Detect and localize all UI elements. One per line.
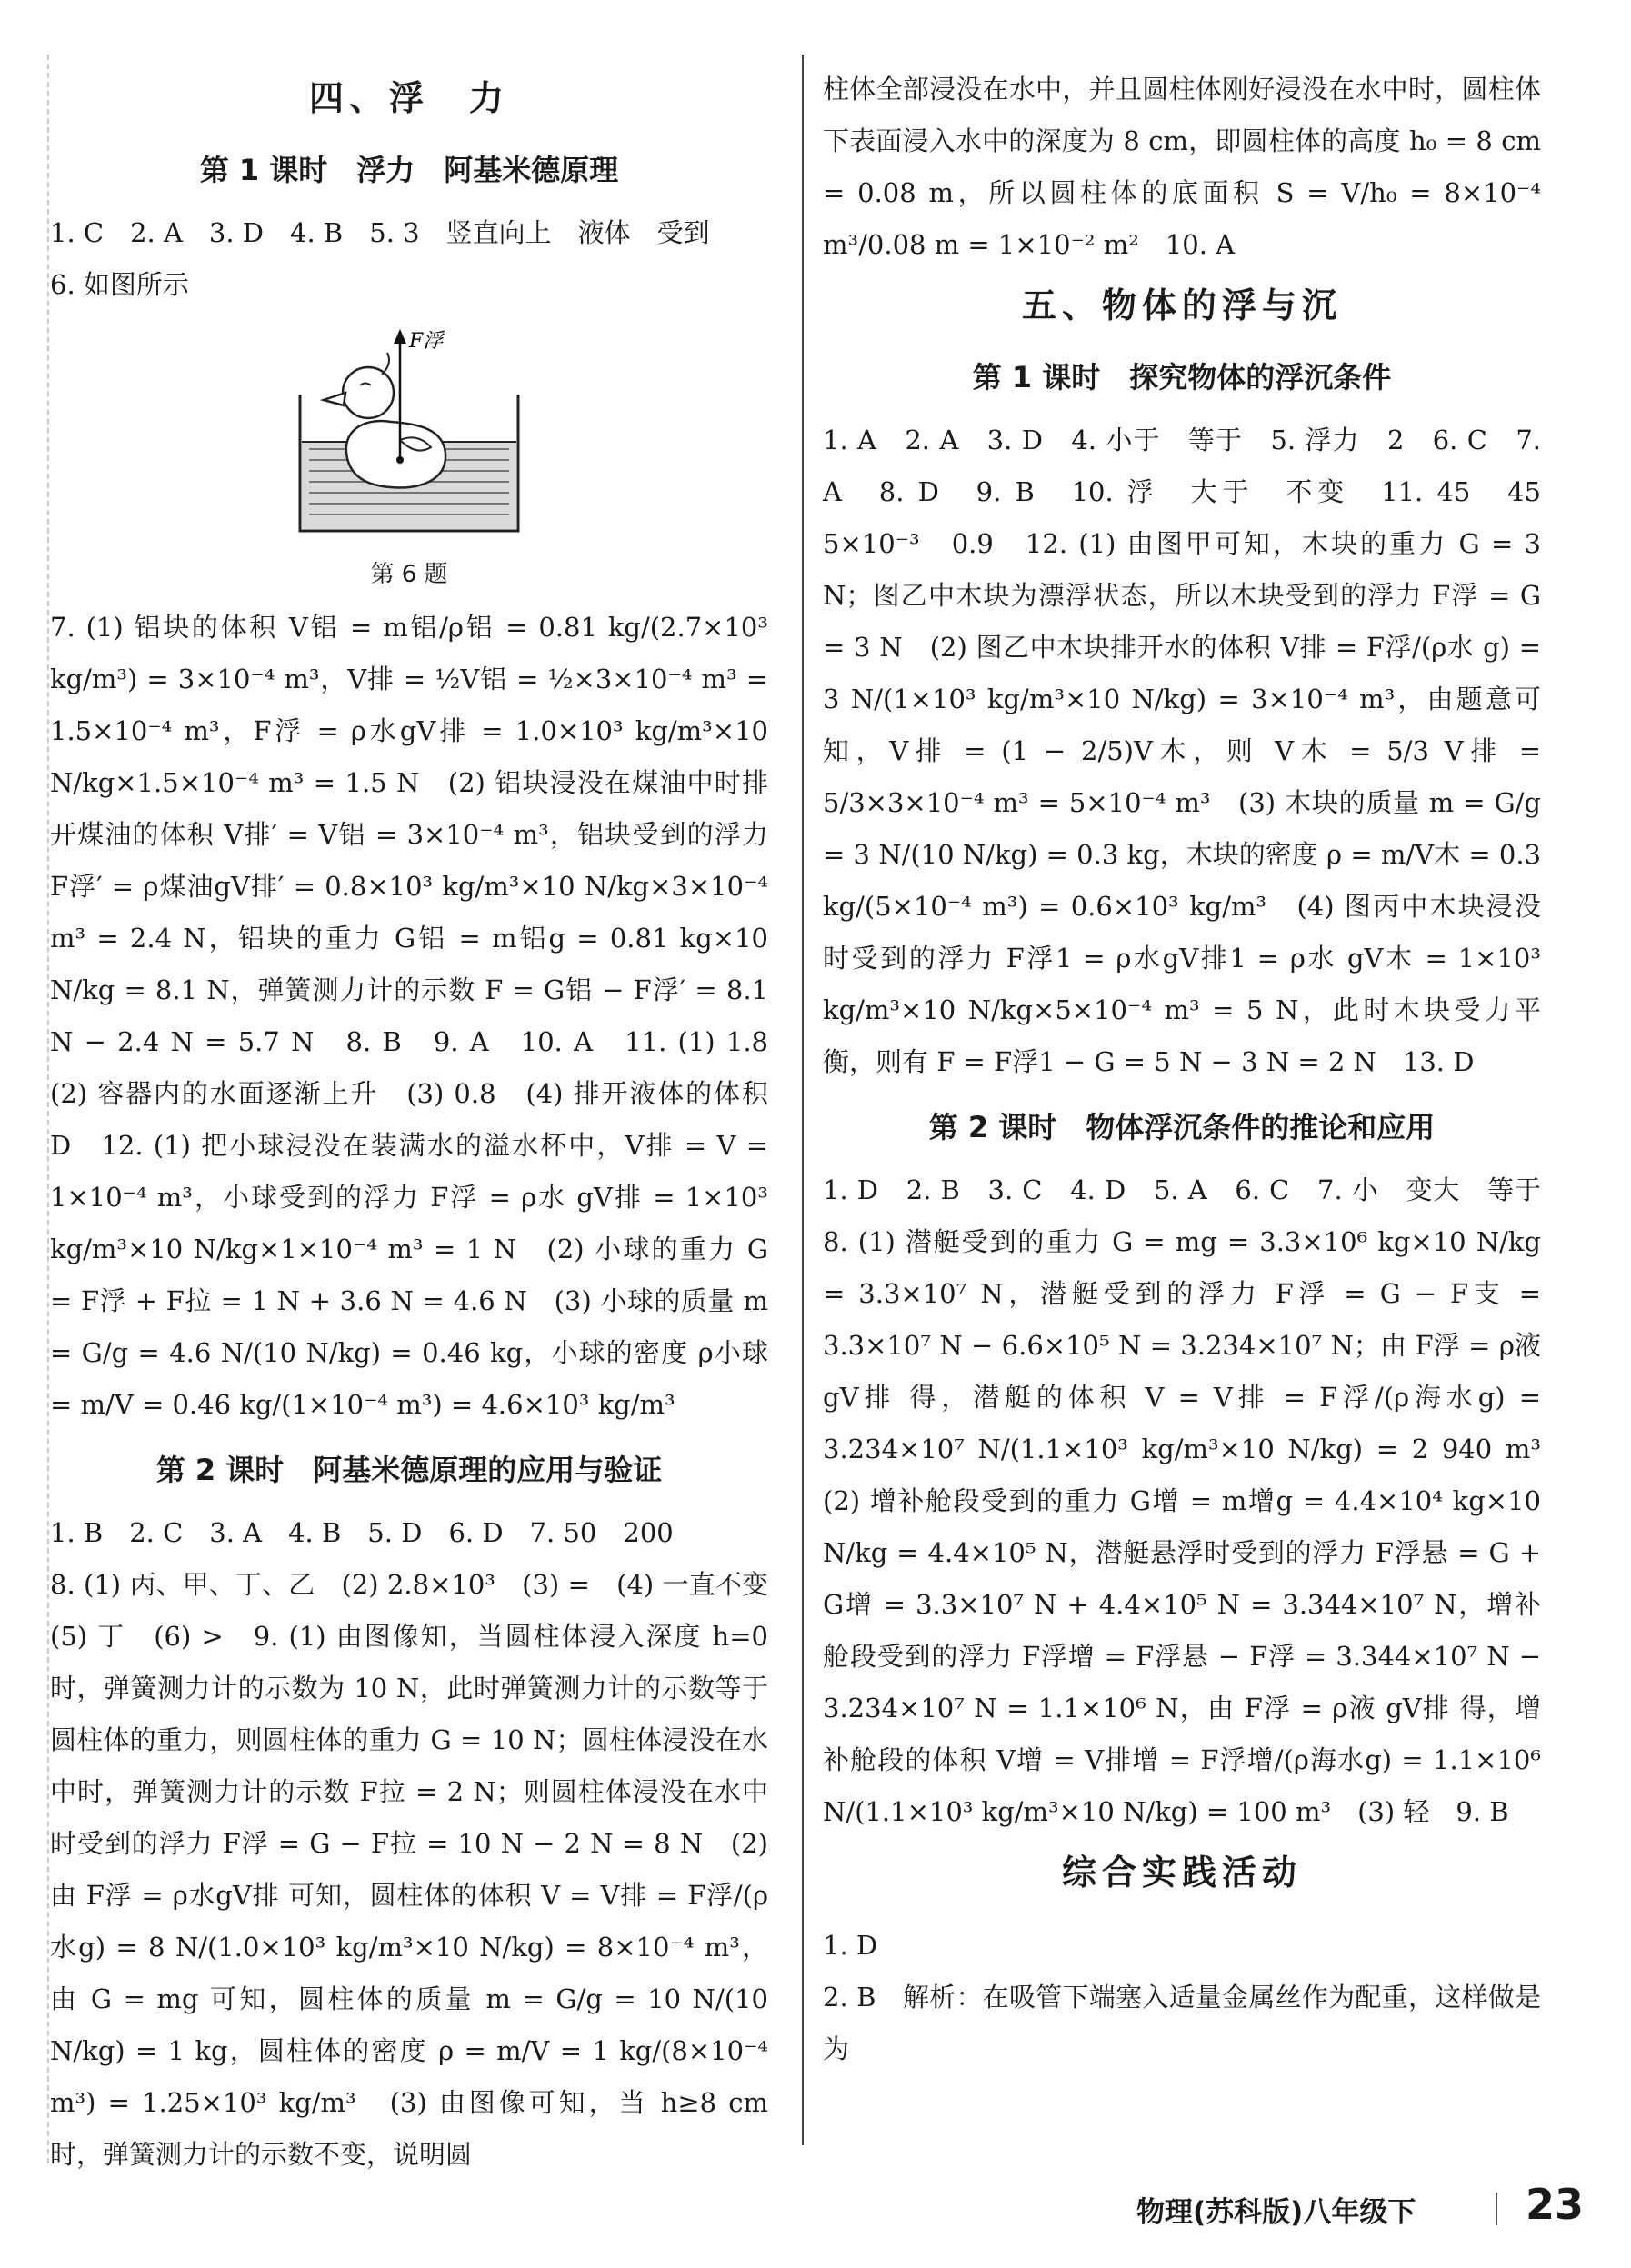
section-title-practice: 综合实践活动 (1061, 1853, 1302, 1893)
lesson-1-answers-7-12: 7. (1) 铝块的体积 V铝 = m铝/ρ铝 = 0.81 kg/(2.7×10³ kg/m³) = 3×10⁻⁴ m³，V排 = ½V铝 = ½×3×10⁻⁴ m³ = 1.5×10⁻⁴ m³，F浮 = ρ水gV排 = 1.0×10³ kg/m³×10 N/kg×1.5×10⁻⁴ m³ = 1.5 N (2) 铝块浸没在煤油中时排开煤油的体积 V排′ = V铝 = 3×10⁻⁴ m³，铝块受到的浮力 F浮′ = ρ煤油gV排′ = 0.8×10³ kg/m³×10 N/kg×3×10⁻⁴ m³ = 2.4 N，铝块的重力 G铝 = m铝g = 0.81 kg×10 N/kg = 8.1 N，弹簧测力计的示数 F = G铝 − F浮′ = 8.1 N − 2.4 N = 5.7 N 8. B 9. A 10. A 11. (1) 1.8 (2) 容器内的水面逐渐上升 (3) 0.8 (4) 排开液体的体积 D 12. (1) 把小球浸没在装满水的溢水杯中，V排 = V = 1×10⁻⁴ m³，小球受到的浮力 F浮 = ρ水 gV排 = 1×10³ kg/m³×10 N/kg×1×10⁻⁴ m³ = 1 N (2) 小球的重力 G = F浮 + F拉 = 1 N + 3.6 N = 4.6 N (3) 小球的质量 m = G/g = 4.6 N/(10 N/kg) = 0.46 kg，小球的密度 ρ小球 = m/V = 0.46 kg/(1×10⁻⁴ m³) = 4.6×10³ kg/m³ (50, 612, 795, 1420)
practice-answer-2: 2. B 解析：在吸管下端塞入适量金属丝作为配重，这样做是为 (823, 1982, 1541, 2064)
column-divider (802, 55, 804, 2145)
figure-6 (50, 322, 768, 591)
section-title-buoyancy: 四、浮 力 (308, 78, 509, 118)
binding-margin-rule (47, 55, 49, 2163)
lesson-1-answers-1-5: 1. C 2. A 3. D 4. B 5. 3 竖直向上 液体 受到 (50, 217, 710, 248)
page-number: 23 (1526, 2180, 1585, 2229)
right-lesson-2-answers: 1. D 2. B 3. C 4. D 5. A 6. C 7. 小 变大 等于 8. (1) 潜艇受到的重力 G = mg = 3.3×10⁶ kg×10 N/kg = 3.3×10⁷ N，潜艇受到的浮力 F浮 = G − F支 = 3.3×10⁷ N − 6.6×10⁵ N = 3.234×10⁷ N；由 F浮 = ρ液gV排 得，潜艇的体积 V = V排 = F浮/(ρ海水g) = 3.234×10⁷ N/(1.1×10³ kg/m³×10 N/kg) = 2 940 m³ (2) 增补舱段受到的重力 G增 = m增g = 4.4×10⁴ kg×10 N/kg = 4.4×10⁵ N，潜艇悬浮时受到的浮力 F浮悬 = G + G增 = 3.3×10⁷ N + 4.4×10⁵ N = 3.344×10⁷ N，增补舱段受到的浮力 F浮增 = F浮悬 − F浮 = 3.344×10⁷ N − 3.234×10⁷ N = 1.1×10⁶ N，由 F浮 = ρ液 gV排 得，增补舱段的体积 V增 = V排增 = F浮增/(ρ海水g) = 1.1×10⁶ N/(1.1×10³ kg/m³×10 N/kg) = 100 m³ (3) 轻 9. B (823, 1174, 1568, 1827)
buoyancy-force-label: F浮 (409, 330, 444, 353)
right-column (823, 64, 1568, 2075)
practice-answer-1: 1. D (823, 1930, 878, 1961)
lesson-2-answers-8-9: 8. (1) 丙、甲、丁、乙 (2) 2.8×10³ (3) = (4) 一直不变 (5) 丁 (6) > 9. (1) 由图像知，当圆柱体浸入深度 h=0 时，弹簧测力计的示数为 10 N，此时弹簧测力计的示数等于圆柱体的重力，则圆柱体的重力 G = 10 N；圆柱体浸没在水中时，弹簧测力计的示数 F拉 = 2 N；则圆柱体浸没在水中时受到的浮力 F浮 = G − F拉 = 10 N − 2 N = 8 N (2) 由 F浮 = ρ水gV排 可知，圆柱体的体积 V = V排 = F浮/(ρ水g) = 8 N/(1.0×10³ kg/m³×10 N/kg) = 8×10⁻⁴ m³，由 G = mg 可知，圆柱体的质量 m = G/g = 10 N/(10 N/kg) = 1 kg，圆柱体的密度 ρ = m/V = 1 kg/(8×10⁻⁴ m³) = 1.25×10³ kg/m³ (3) 由图像可知，当 h≥8 cm 时，弹簧测力计的示数不变，说明圆 (50, 1569, 795, 2170)
continued-answer-9-10: 柱体全部浸没在水中，并且圆柱体刚好浸没在水中时，圆柱体下表面浸入水中的深度为 8 cm，即圆柱体的高度 h₀ = 8 cm = 0.08 m，所以圆柱体的底面积 S = V/h₀ = 8×10⁻⁴ m³/0.08 m = 1×10⁻² m² 10. A (823, 74, 1541, 260)
figure-6-caption: 第 6 题 (370, 561, 448, 588)
right-lesson-1-answers: 1. A 2. A 3. D 4. 小于 等于 5. 浮力 2 6. C 7. A 8. D 9. B 10. 浮 大于 不变 11. 45 45 5×10⁻³ 0.9 12. (1) 由图甲可知，木块的重力 G = 3 N；图乙中木块为漂浮状态，所以木块受到的浮力 F浮 = G = 3 N (2) 图乙中木块排开水的体积 V排 = F浮/(ρ水 g) = 3 N/(1×10³ kg/m³×10 N/kg) = 3×10⁻⁴ m³，由题意可知，V排 = (1 − 2/5)V木，则 V木 = 5/3 V排 = 5/3×3×10⁻⁴ m³ = 5×10⁻⁴ m³ (3) 木块的质量 m = G/g = 3 N/(10 N/kg) = 0.3 kg，木块的密度 ρ = m/V木 = 0.3 kg/(5×10⁻⁴ m³) = 0.6×10³ kg/m³ (4) 图丙中木块浸没时受到的浮力 F浮1 = ρ水gV排1 = ρ水 gV木 = 1×10³ kg/m³×10 N/kg×5×10⁻⁴ m³ = 5 N，此时木块受力平衡，则有 F = F浮1 − G = 5 N − 3 N = 2 N 13. D (823, 425, 1568, 1077)
book-title: 物理(苏科版)八年级下 (1136, 2196, 1416, 2229)
section-title-float-sink: 五、物体的浮与沉 (1021, 285, 1342, 325)
right-lesson-2-title: 第 2 课时 物体浮沉条件的推论和应用 (928, 1110, 1436, 1144)
lesson-1-answer-6: 6. 如图所示 (50, 269, 189, 300)
lesson-2-title: 第 2 课时 阿基米德原理的应用与验证 (155, 1453, 663, 1487)
left-column (50, 64, 795, 2181)
lesson-1-title: 第 1 课时 浮力 阿基米德原理 (199, 153, 619, 187)
lesson-2-answers-1-7: 1. B 2. C 3. A 4. B 5. D 6. D 7. 50 200 (50, 1517, 674, 1548)
duck-in-water-diagram (291, 322, 527, 558)
right-lesson-1-title: 第 1 课时 探究物体的浮沉条件 (972, 360, 1392, 395)
page-footer (1136, 2180, 1591, 2234)
footer-separator (1496, 2193, 1497, 2225)
